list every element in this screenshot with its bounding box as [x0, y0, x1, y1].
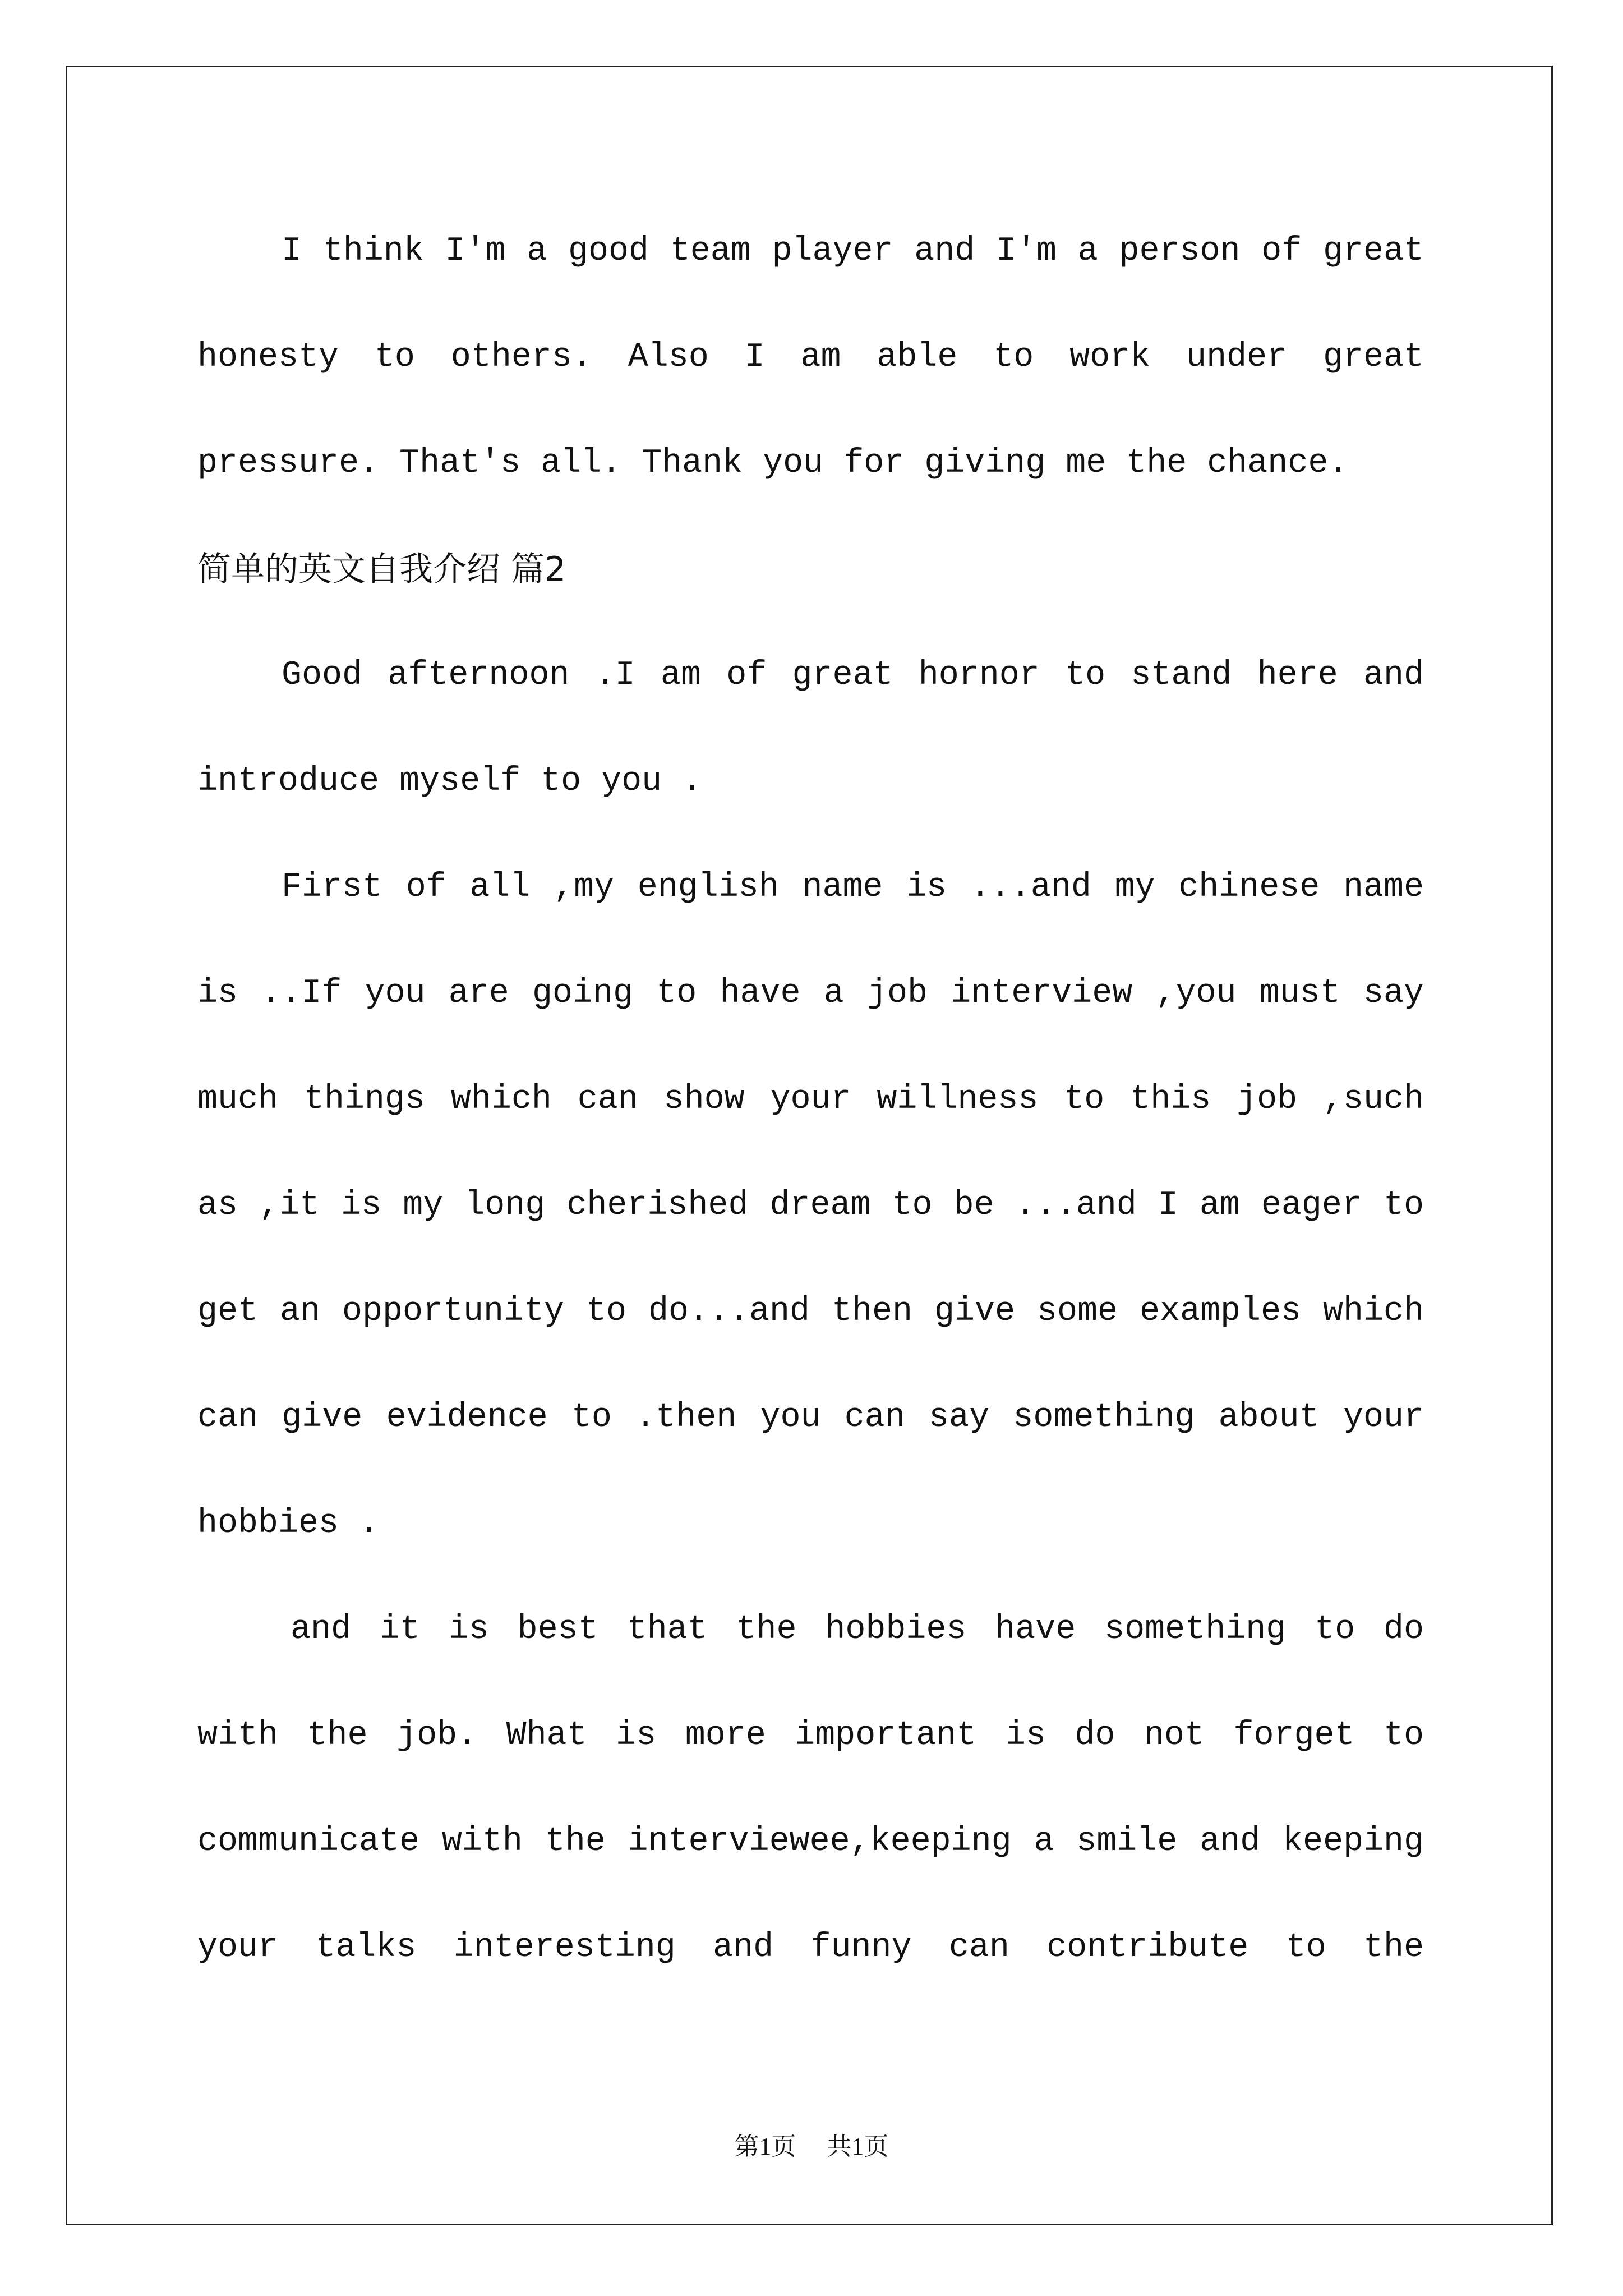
paragraph-line: introduce myself to you . [197, 762, 703, 800]
paragraph-line: pressure. That's all. Thank you for giving me the chance. [197, 444, 1349, 482]
paragraph-line: and it is best that the hobbies have something to do [291, 1611, 1424, 1649]
paragraph-line: communicate with the interviewee,keeping a smile and keeping [197, 1823, 1424, 1861]
paragraph-line: much things which can show your willness to this job ,such [197, 1080, 1424, 1119]
section-heading: 简单的英文自我介绍 篇2 [197, 550, 566, 589]
paragraph-line: hobbies . [197, 1504, 380, 1543]
paragraph-line: get an opportunity to do...and then give some examples which [197, 1292, 1424, 1331]
paragraph-line: your talks interesting and funny can contribute to the [197, 1929, 1424, 1967]
paragraph-line: can give evidence to .then you can say something about your [197, 1398, 1424, 1437]
paragraph-line: as ,it is my long cherished dream to be ...and I am eager to [197, 1186, 1424, 1225]
paragraph-line: I think I'm a good team player and I'm a person of great [282, 232, 1424, 270]
paragraph-line: honesty to others. Also I am able to work under great [197, 338, 1424, 376]
page-number-total: 共1页 [827, 2133, 889, 2160]
paragraph-line: with the job. What is more important is do not forget to [197, 1717, 1424, 1755]
page-footer [0, 2126, 1623, 2162]
paragraph-line: Good afternoon .I am of great hornor to stand here and [282, 656, 1424, 694]
page-number-current: 第1页 [734, 2133, 796, 2160]
document-body [197, 199, 1424, 2001]
paragraph-line: First of all ,my english name is ...and my chinese name [282, 868, 1424, 907]
paragraph-line: is ..If you are going to have a job interview ,you must say [197, 974, 1424, 1013]
